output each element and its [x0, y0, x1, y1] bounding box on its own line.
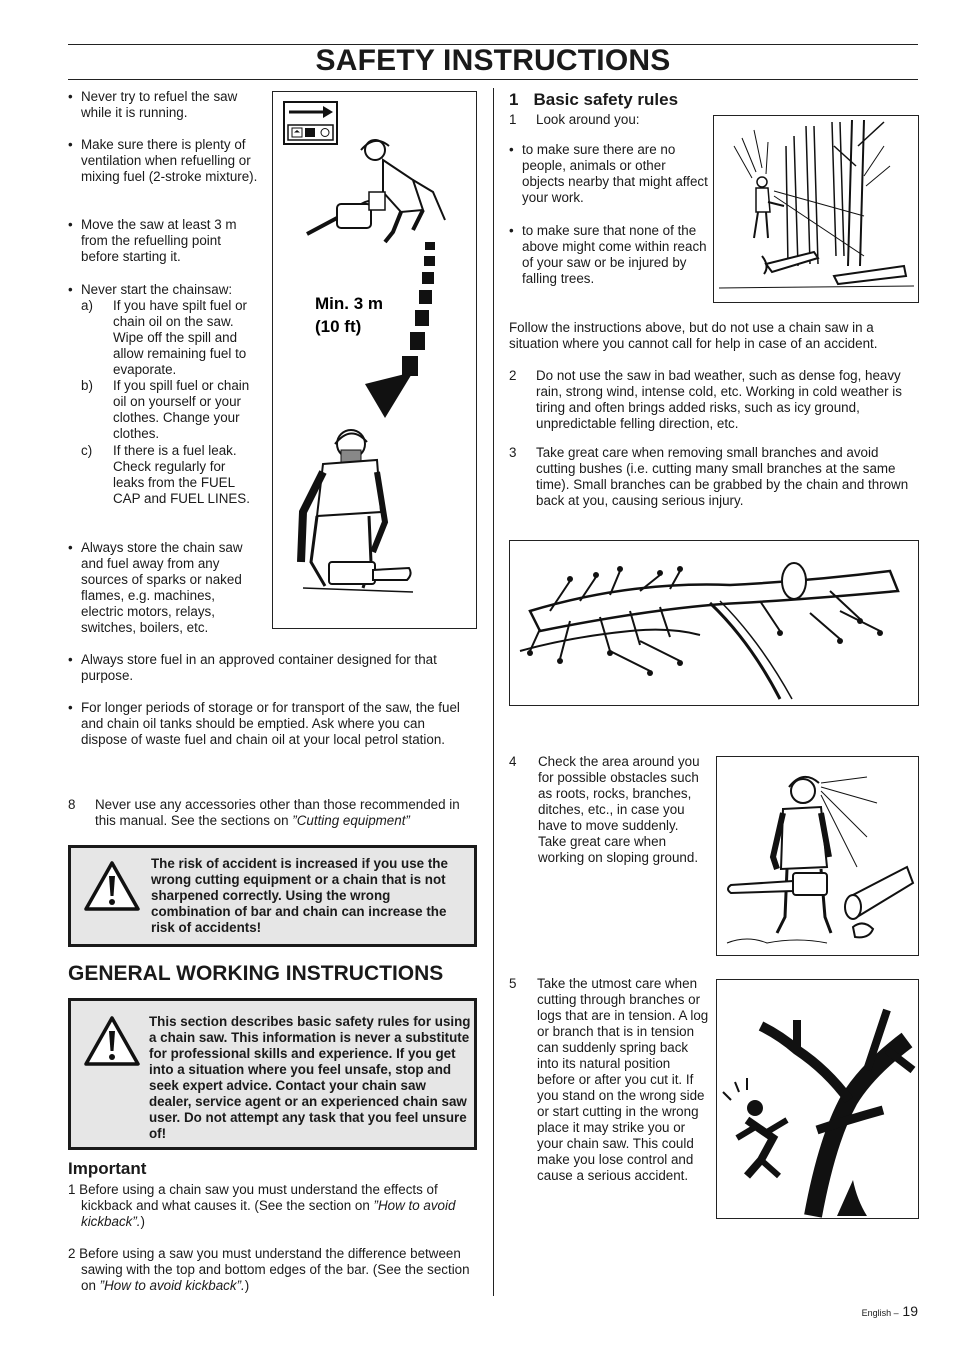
page-number: 19	[902, 1303, 918, 1319]
header-bottom-rule	[68, 79, 918, 80]
page-title: SAFETY INSTRUCTIONS	[315, 44, 671, 77]
distance-label-line1: Min. 3 m	[315, 294, 384, 313]
small-branches-figure	[509, 540, 919, 706]
warning-triangle-icon	[83, 1015, 141, 1067]
tension-branch-figure	[716, 979, 919, 1219]
important-heading: Important	[68, 1159, 147, 1178]
refuel-illustration	[273, 92, 476, 628]
refuel-distance-figure	[272, 91, 477, 629]
important-item-2: 2 Before using a saw you must understand the difference between sawing with the top and bottom edges of the bar. (See the section on ”How to avoid kickback”.)	[68, 1246, 470, 1293]
obstacles-illustration	[717, 757, 918, 955]
tension-illustration	[717, 980, 918, 1218]
look-around-figure	[713, 115, 919, 303]
basic-safety-heading: 1 Basic safety rules	[509, 90, 679, 109]
section-heading: GENERAL WORKING INSTRUCTIONS	[68, 962, 444, 985]
distance-label-line2: (10 ft)	[315, 317, 362, 336]
important-item-1: 1 Before using a chain saw you must understand the effects of kickback and what causes it. (See the section on ”How to avoid kickback”.)	[68, 1182, 456, 1229]
follow-instructions-text: Follow the instructions above, but do not use a chain saw in a situation where you cannot call for help in case of an accident.	[509, 320, 878, 351]
obstacles-figure	[716, 756, 919, 956]
warning-box-cutting-equipment: The risk of accident is increased if you use the wrong cutting equipment or a chain that is not sharpened correctly. Using the wrong combination of bar and chain can increase the risk of accidents!	[68, 845, 477, 947]
warning-triangle-icon	[83, 860, 141, 912]
column-divider	[493, 88, 494, 1296]
branches-illustration	[510, 541, 918, 705]
warning-box-general: This section describes basic safety rules for using a chain saw. This information is never a substitute for professional skills and experience. If you get into a situation where you feel unsafe, stop and seek expert advice. Contact your chain saw dealer, service agent or an experienced chain saw user. Do not attempt any task that you feel unsure of!	[68, 998, 477, 1150]
page-footer: English – 19	[861, 1303, 918, 1319]
felling-area-illustration	[714, 116, 918, 302]
